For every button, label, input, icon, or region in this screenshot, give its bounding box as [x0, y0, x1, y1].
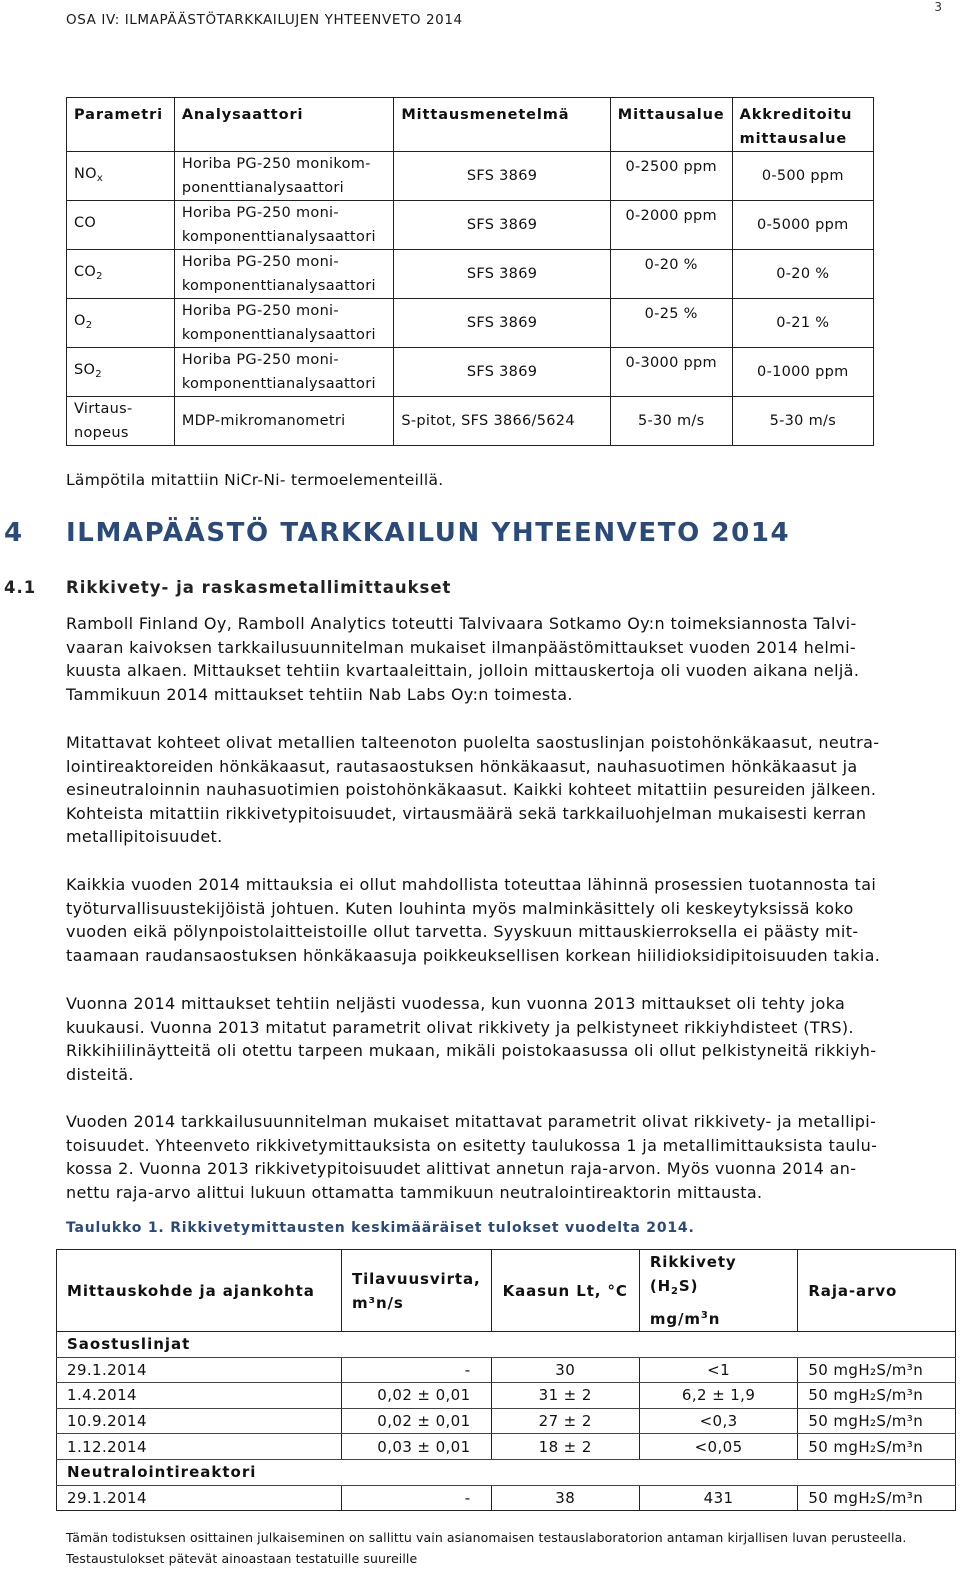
page-number: 3 [934, 0, 942, 14]
limit-cell: 50 mgH₂S/m³n [798, 1408, 956, 1434]
analyzer-cell: Horiba PG-250 moni-komponenttianalysaattori [174, 299, 394, 348]
method-cell: SFS 3869 [394, 201, 610, 250]
flow-cell: 0,02 ± 0,01 [341, 1408, 491, 1434]
h2s-cell: <0,3 [639, 1408, 798, 1434]
table-row [57, 1485, 956, 1511]
h2s-cell: 6,2 ± 1,9 [639, 1383, 798, 1409]
date-cell: 1.4.2014 [57, 1383, 342, 1409]
subsection-number: 4.1 [4, 578, 37, 597]
temp-cell: 30 [491, 1357, 639, 1383]
method-cell: SFS 3869 [394, 348, 610, 397]
text-line: kuusta alkaen. Mittaukset tehtiin kvartaaleittain, jolloin mittauskertoja oli vuoden aikana neljä. [66, 661, 860, 681]
text-line: työturvallisuustekijöistä johtuen. Kuten louhinta myös malminkäsittely oli keskeytyksissä koko [66, 898, 854, 918]
date-cell: 29.1.2014 [57, 1485, 342, 1511]
h2s-cell: <0,05 [639, 1434, 798, 1460]
paragraph [66, 612, 946, 706]
accredited-cell: 0-21 % [732, 299, 873, 348]
table-row [67, 299, 874, 348]
section-heading [4, 518, 790, 548]
date-cell: 29.1.2014 [57, 1357, 342, 1383]
temp-cell: 18 ± 2 [491, 1434, 639, 1460]
paragraph [66, 1110, 946, 1204]
accredited-cell: 0-500 ppm [732, 152, 873, 201]
h2s-cell: <1 [639, 1357, 798, 1383]
col-header-site: Mittauskohde ja ajankohta [57, 1250, 342, 1332]
analyzer-cell: Horiba PG-250 monikom-ponenttianalysaattori [174, 152, 394, 201]
text-line: vuoden eikä pölynpoistolaitteistoille ollut tarvetta. Syyskuun mittauskierroksella ei päästy mit- [66, 922, 859, 942]
text-line: Rikkihiilinäytteitä oli otettu tarpeen mukaan, mikäli poistokaasussa oli ollut pelkistyneitä rikkiyh- [66, 1041, 877, 1061]
text-line: Tammikuun 2014 mittaukset tehtiin Nab Labs Oy:n toimesta. [66, 684, 573, 704]
section-title: ILMAPÄÄSTÖ TARKKAILUN YHTEENVETO 2014 [66, 518, 791, 548]
table-row [67, 250, 874, 299]
col-header-range: Mittausalue [610, 98, 732, 152]
method-cell: SFS 3869 [394, 299, 610, 348]
temp-cell: 27 ± 2 [491, 1408, 639, 1434]
accredited-cell: 5-30 m/s [732, 397, 873, 446]
param-cell: $O_2$ [67, 299, 175, 348]
footer-line: Tämän todistuksen osittainen julkaiseminen on sallittu vain asianomaisen testauslaboratorion antaman kirjallisen luvan perusteella. [66, 1530, 907, 1545]
method-cell: SFS 3869 [394, 152, 610, 201]
table-row [67, 348, 874, 397]
table-caption: Taulukko 1. Rikkivetymittausten keskimääräiset tulokset vuodelta 2014. [66, 1220, 695, 1236]
flow-cell: 0,03 ± 0,01 [341, 1434, 491, 1460]
paragraph [66, 992, 946, 1086]
range-cell: 0-2500 ppm [610, 152, 732, 201]
range-cell: 0-2000 ppm [610, 201, 732, 250]
param-cell: $NO_x$ [67, 152, 175, 201]
text-line: toisuudet. Yhteenveto rikkivetymittauksista on esitetty taulukossa 1 ja metallimittauksista taulu- [66, 1135, 878, 1155]
flow-cell: - [341, 1357, 491, 1383]
results-table [56, 1249, 956, 1511]
text-line: kossa 2. Vuonna 2013 rikkivetypitoisuudet alittivat annetun raja-arvon. Myös vuonna 2014 an- [66, 1159, 857, 1179]
accredited-cell: 0-20 % [732, 250, 873, 299]
table-row [57, 1434, 956, 1460]
date-cell: 1.12.2014 [57, 1434, 342, 1460]
col-header-analyzer: Analysaattori [174, 98, 394, 152]
paragraph [66, 873, 946, 967]
limit-cell: 50 mgH₂S/m³n [798, 1357, 956, 1383]
limit-cell: 50 mgH₂S/m³n [798, 1485, 956, 1511]
limit-cell: 50 mgH₂S/m³n [798, 1434, 956, 1460]
h2s-cell: 431 [639, 1485, 798, 1511]
col-header-parameter: Parametri [67, 98, 175, 152]
col-header-limit: Raja-arvo [798, 1250, 956, 1332]
text-line: esineutraloinnin nauhasuotimien poistohönkäkaasut. Kaikki kohteet mitattiin pesureiden jälkeen. [66, 780, 877, 800]
col-header-temp: Kaasun Lt, °C [491, 1250, 639, 1332]
table-row [67, 397, 874, 446]
text-line: kuukausi. Vuonna 2013 mitatut parametrit olivat rikkivety ja pelkistyneet rikkiyhdisteet (TRS). [66, 1017, 854, 1037]
subsection-heading [4, 578, 451, 597]
table-row [67, 201, 874, 250]
running-header: OSA IV: ILMAPÄÄSTÖTARKKAILUJEN YHTEENVETO 2014 [66, 12, 463, 28]
text-line: disteitä. [66, 1064, 134, 1084]
analyzer-cell: Horiba PG-250 moni-komponenttianalysaattori [174, 348, 394, 397]
param-cell: $SO_2$ [67, 348, 175, 397]
col-header-method: Mittausmenetelmä [394, 98, 610, 152]
accredited-cell: 0-1000 ppm [732, 348, 873, 397]
analyzer-cell: Horiba PG-250 moni-komponenttianalysaattori [174, 250, 394, 299]
accredited-cell: 0-5000 ppm [732, 201, 873, 250]
range-cell: 5-30 m/s [610, 397, 732, 446]
temp-cell: 38 [491, 1485, 639, 1511]
method-cell: SFS 3869 [394, 250, 610, 299]
group-label: Saostuslinjat [57, 1332, 956, 1358]
range-cell: 0-3000 ppm [610, 348, 732, 397]
paragraph [66, 731, 946, 849]
text-line: taamaan raudansaostuksen hönkäkaasuja poikkeuksellisen korkean hiilidioksidipitoisuuden takia. [66, 945, 881, 965]
text-line: lointireaktoreiden hönkäkaasut, rautasaostuksen hönkäkaasut, nauhasuotimen hönkäkaasut ja [66, 756, 858, 776]
text-line: nettu raja-arvo alittui lukuun ottamatta tammikuun neutralointireaktorin mittausta. [66, 1182, 763, 1202]
temp-cell: 31 ± 2 [491, 1383, 639, 1409]
section-number: 4 [4, 518, 24, 548]
table-row [57, 1383, 956, 1409]
date-cell: 10.9.2014 [57, 1408, 342, 1434]
text-line: Kaikkia vuoden 2014 mittauksia ei ollut mahdollista toteuttaa lähinnä prosessien tuotannosta tai [66, 875, 877, 894]
text-line: vaaran kaivoksen tarkkailusuunnitelman mukaiset ilmanpäästömittaukset vuoden 2014 helmi- [66, 637, 856, 657]
col-header-h2s: Rikkivety $(H_2S)$ $mg/m^3n$ [639, 1250, 798, 1332]
group-row [57, 1332, 956, 1358]
flow-cell: - [341, 1485, 491, 1511]
text-line: Mitattavat kohteet olivat metallien talteenoton puolelta saostuslinjan poistohönkäkaasut, neutra- [66, 733, 880, 752]
subsection-title: Rikkivety- ja raskasmetallimittaukset [66, 578, 452, 597]
param-cell: Virtaus-nopeus [67, 397, 175, 446]
temperature-note: Lämpötila mitattiin NiCr-Ni- termoelementeillä. [66, 471, 444, 489]
text-line: Kohteista mitattiin rikkivetypitoisuudet, virtausmäärä sekä tarkkailuohjelman mukaisesti kerran [66, 803, 867, 823]
limit-cell: 50 mgH₂S/m³n [798, 1383, 956, 1409]
parameter-table [66, 97, 874, 446]
text-line: metallipitoisuudet. [66, 827, 223, 847]
analyzer-cell: Horiba PG-250 moni-komponenttianalysaattori [174, 201, 394, 250]
range-cell: 0-20 % [610, 250, 732, 299]
text-line: Vuonna 2014 mittaukset tehtiin neljästi vuodessa, kun vuonna 2013 mittaukset oli tehty joka [66, 994, 846, 1013]
text-line: Ramboll Finland Oy, Ramboll Analytics toteutti Talvivaara Sotkamo Oy:n toimeksiannosta Talvi- [66, 614, 857, 633]
param-cell: CO [67, 201, 175, 250]
range-cell: 0-25 % [610, 299, 732, 348]
group-label: Neutralointireaktori [57, 1459, 956, 1485]
footer-line: Testaustulokset pätevät ainoastaan testatuille suureille [66, 1551, 418, 1566]
param-cell: $CO_2$ [67, 250, 175, 299]
table-row [67, 152, 874, 201]
footer [66, 1527, 906, 1569]
analyzer-cell: MDP-mikromanometri [174, 397, 394, 446]
group-row [57, 1459, 956, 1485]
table-row [57, 1357, 956, 1383]
text-line: Vuoden 2014 tarkkailusuunnitelman mukaiset mitattavat parametrit olivat rikkivety- ja metallipi- [66, 1112, 877, 1131]
col-header-accredited-range: Akkreditoitu mittausalue [732, 98, 873, 152]
method-cell: S-pitot, SFS 3866/5624 [394, 397, 610, 446]
col-header-flow: Tilavuusvirta, m³n/s [341, 1250, 491, 1332]
flow-cell: 0,02 ± 0,01 [341, 1383, 491, 1409]
table-row [57, 1408, 956, 1434]
